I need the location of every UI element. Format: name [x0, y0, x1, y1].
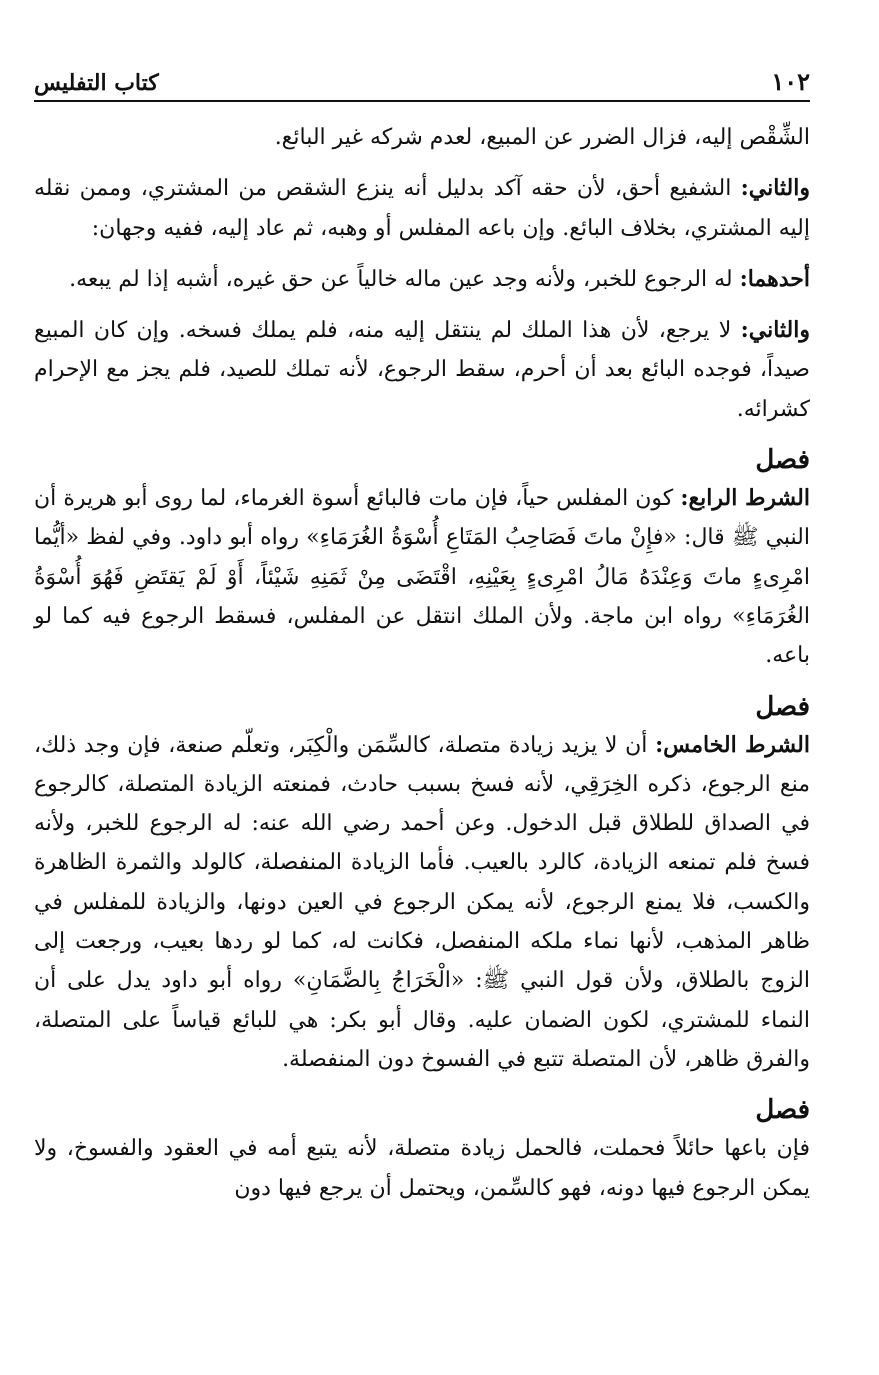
paragraph-text: كون المفلس حياً، فإن مات فالبائع أسوة الغرماء، لما روى أبو هريرة أن النبي ﷺ قال: «فإِنْ ماتَ فَصَاحِبُ المَتَاعِ أُسْوَةُ الغُرَمَاءِ» رواه أبو داود. وفي لفظ «أيُّما امْرِىءٍ ماتَ وَعِنْدَهُ مَالُ امْرِىءٍ بِعَيْنِهِ، اقْتَضَى مِنْ ثَمَنِهِ شَيْئاً، أَوْ لَمْ يَقتَضِ فَهُوَ أُسْوَةُ الغُرَمَاءِ» رواه ابن ماجة. ولأن الملك انتقل عن المفلس، فسقط الرجوع فيه كما لو باعه.	[34, 486, 810, 669]
section-heading: فصل	[755, 445, 810, 476]
page-header	[34, 56, 810, 102]
section-heading: فصل	[755, 1095, 810, 1126]
paragraph	[34, 118, 810, 157]
paragraph-text: أن لا يزيد زيادة متصلة، كالسِّمَن والْكِبَر، وتعلّم صنعة، فإن وجد ذلك، منع الرجوع، ذكره الخِرَقِي، لأنه فسخ بسبب حادث، فمنعته الزيادة المتصلة، كالرجوع في الصداق للطلاق قبل الدخول. وعن أحمد رضي الله عنه: له الرجوع للخبر، ولأنه فسخ فلم تمنعه الزيادة، كالرد بالعيب. فأما الزيادة المنفصلة، كالولد والثمرة الظاهرة والكسب، فلا يمنع الرجوع، لأنه يمكن الرجوع في العين دونها، والزيادة للمفلس في ظاهر المذهب، لأنها نماء ملكه المنفصل، فكانت له، كما لو ردها بعيب، ورجعت إلى الزوج بالطلاق، ولأن قول النبي ﷺ: «الْخَرَاجُ بِالضَّمَانِ» رواه أبو داود يدل على أن النماء للمشتري، لكون الضمان عليه. وقال أبو بكر: هي للبائع قياساً على المتصلة، والفرق ظاهر، لأن المتصلة تتبع في الفسوخ دون المنفصلة.	[34, 732, 811, 1072]
paragraph	[34, 726, 810, 1080]
paragraph	[34, 311, 810, 429]
paragraph-lead: أحدهما:	[739, 265, 810, 292]
section-heading: فصل	[755, 691, 810, 722]
paragraph-lead: والثاني:	[740, 175, 810, 202]
paragraph-text: لا يرجع، لأن هذا الملك لم ينتقل إليه منه، فلم يملك فسخه. وإن كان المبيع صيداً، فوجده البائع بعد أن أحرم، سقط الرجوع، لأنه تملك للصيد، فلم يجز مع الإحرام كشرائه.	[34, 318, 810, 422]
paragraph-text: له الرجوع للخبر، ولأنه وجد عين ماله خالياً عن حق غيره، أشبه إذا لم يبعه.	[69, 266, 740, 292]
paragraph-lead: الشرط الرابع:	[680, 485, 810, 512]
page-number: ١٠٢	[771, 67, 810, 96]
paragraph-text: الشفيع أحق، لأن حقه آكد بدليل أنه ينزع الشقص من المشتري، وممن نقله إليه المشتري، بخلاف البائع. وإن باعه المفلس أو وهبه، ثم عاد إليه، ففيه وجهان:	[34, 176, 810, 241]
page-body	[34, 118, 810, 1220]
paragraph-lead: والثاني:	[740, 317, 810, 344]
paragraph	[34, 1129, 810, 1208]
book-page	[34, 0, 810, 1375]
paragraph-lead: الشرط الخامس:	[655, 731, 810, 758]
running-title: كتاب التفليس	[34, 70, 159, 96]
paragraph	[34, 169, 810, 248]
paragraph-text: فإن باعها حائلاً فحملت، فالحمل زيادة متصلة، لأنه يتبع أمه في العقود والفسوخ، ولا يمكن الرجوع فيها دونه، فهو كالسِّمن، ويحتمل أن يرجع فيها دون	[34, 1136, 810, 1201]
paragraph-text: الشِّقْص إليه، فزال الضرر عن المبيع، لعدم شركه غير البائع.	[274, 125, 810, 150]
paragraph	[34, 260, 810, 299]
paragraph	[34, 479, 810, 675]
header-divider	[34, 100, 810, 102]
